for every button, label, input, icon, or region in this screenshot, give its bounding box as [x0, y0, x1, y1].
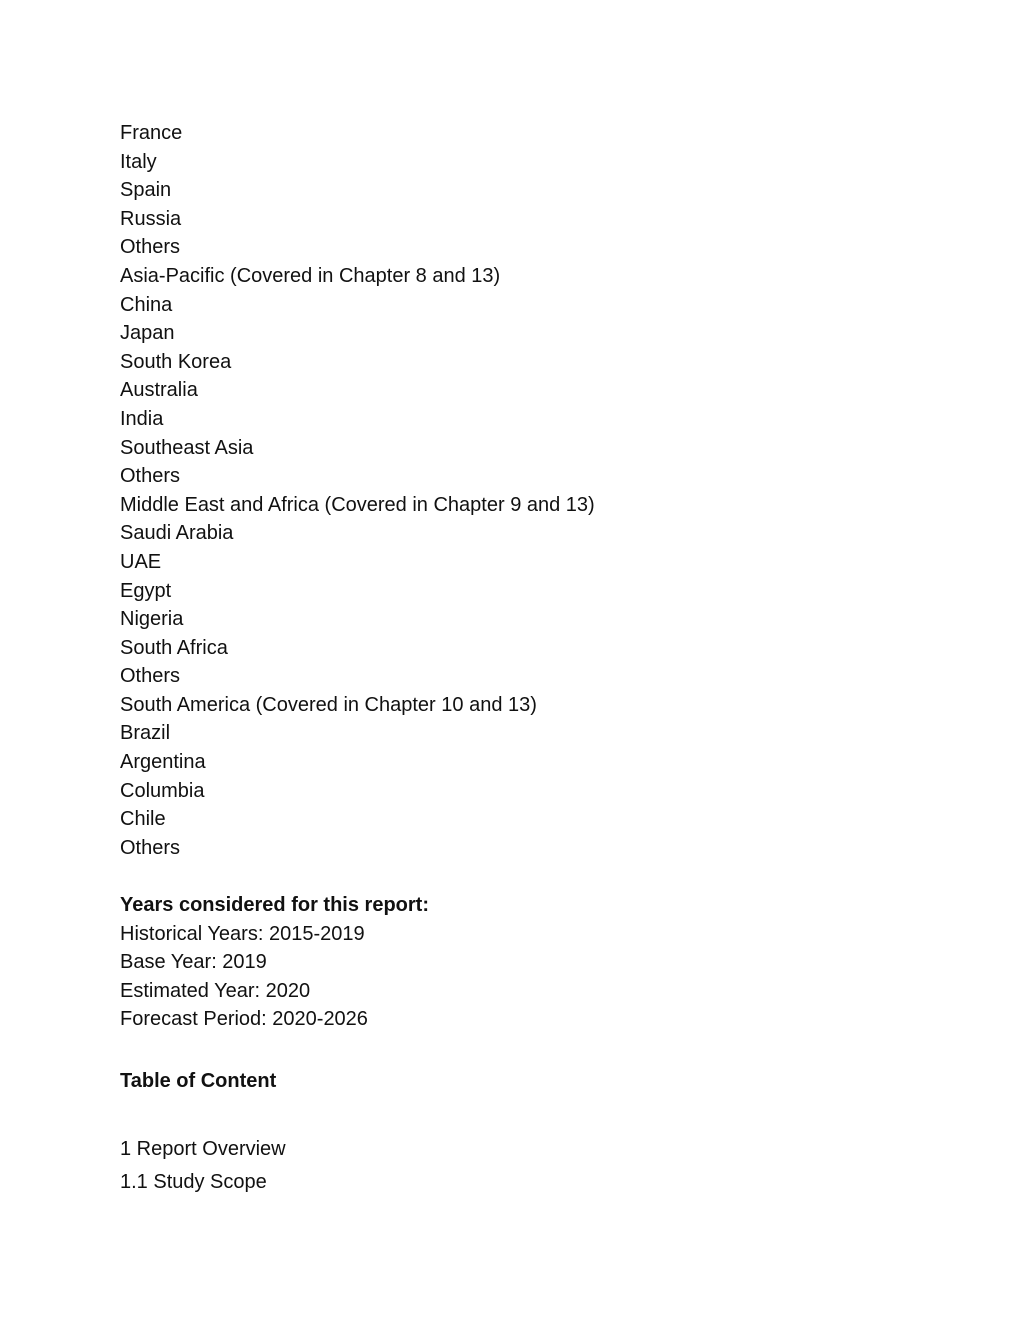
- list-item: Others: [120, 836, 181, 859]
- list-item: Chile: [120, 808, 166, 831]
- list-item: Others: [120, 236, 181, 259]
- list-item: France: [120, 122, 183, 144]
- regions-list: [120, 119, 980, 862]
- base-year: Base Year: 2019: [120, 951, 267, 974]
- list-item: Others: [120, 465, 181, 488]
- list-item: Argentina: [120, 751, 206, 774]
- list-item: Columbia: [120, 779, 205, 802]
- list-item: South Korea: [120, 350, 232, 373]
- list-item: Southeast Asia: [120, 436, 254, 459]
- list-item: Egypt: [120, 579, 172, 602]
- region-heading: Asia-Pacific (Covered in Chapter 8 and 13): [120, 264, 501, 287]
- forecast-period: Forecast Period: 2020-2026: [120, 1008, 368, 1031]
- region-heading: South America (Covered in Chapter 10 and 13): [120, 693, 537, 716]
- spacer: [120, 862, 980, 891]
- historical-years: Historical Years: 2015-2019: [120, 922, 365, 945]
- years-section: [120, 891, 980, 1034]
- list-item: Japan: [120, 322, 175, 345]
- list-item: China: [120, 293, 173, 316]
- spacer: [120, 1034, 980, 1067]
- region-heading: Middle East and Africa (Covered in Chapter 9 and 13): [120, 493, 595, 516]
- years-heading: Years considered for this report:: [120, 894, 429, 917]
- list-item: Russia: [120, 207, 182, 230]
- list-item: Spain: [120, 179, 172, 202]
- list-item: Italy: [120, 150, 157, 173]
- toc-item: 1.1 Study Scope: [120, 1170, 267, 1193]
- estimated-year: Estimated Year: 2020: [120, 979, 311, 1002]
- toc-section: [120, 1067, 980, 1199]
- toc-heading: Table of Content: [120, 1070, 277, 1092]
- list-item: Saudi Arabia: [120, 522, 234, 545]
- list-item: Australia: [120, 379, 198, 402]
- list-item: Nigeria: [120, 608, 184, 631]
- toc-item: 1 Report Overview: [120, 1137, 286, 1160]
- list-item: India: [120, 407, 164, 430]
- document-page: [120, 119, 980, 1199]
- list-item: Brazil: [120, 722, 171, 745]
- list-item: UAE: [120, 550, 162, 573]
- list-item: South Africa: [120, 636, 228, 659]
- list-item: Others: [120, 665, 181, 688]
- spacer: [120, 1096, 980, 1133]
